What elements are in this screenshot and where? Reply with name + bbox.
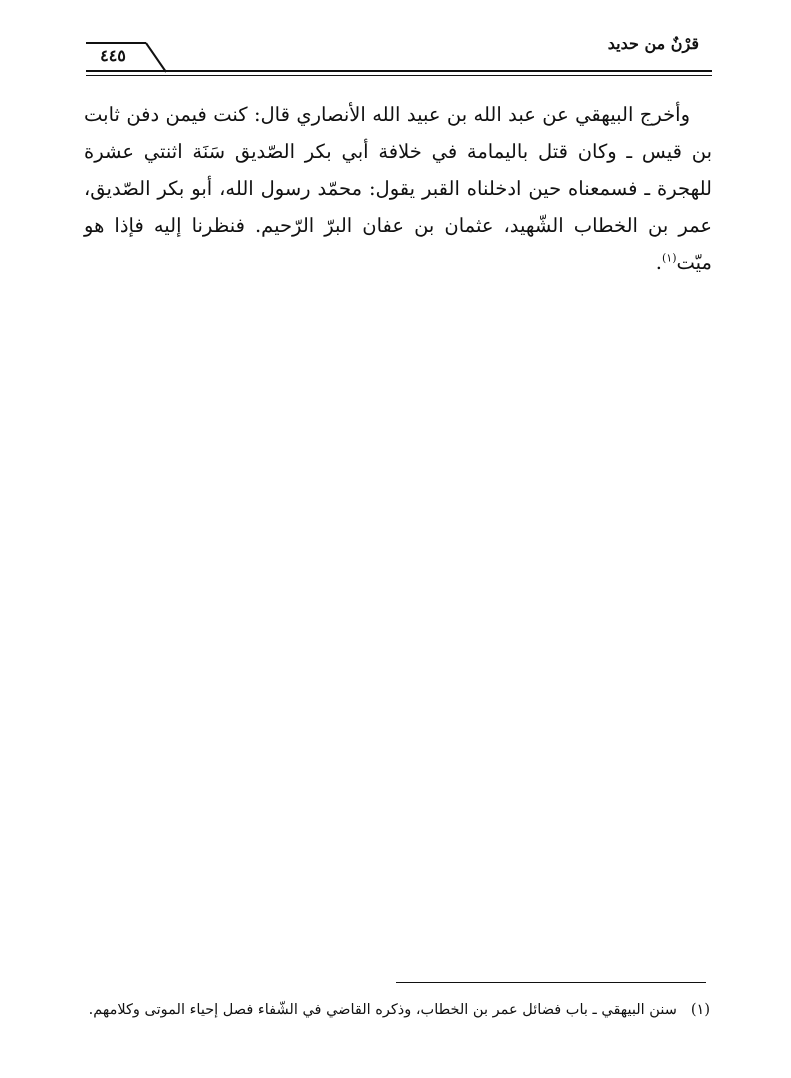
footnote-separator <box>396 982 706 983</box>
main-text <box>84 96 712 281</box>
header-title: قرْنٌ من حديد <box>607 34 699 53</box>
paragraph-text: وأخرج البيهقي عن عبد الله بن عبيد الله الأنصاري قال: كنت فيمن دفن ثابت بن قيس ـ وكان قتل باليمامة في خلافة أبي بكر الصّديق سَنَة اثنتي عشرة للهجرة ـ فسمعناه حين ادخلناه القبر يقول: محمّد رسول الله، أبو بكر الصّديق، عمر بن الخطاب الشّهيد، عثمان بن عفان البرّ الرّحيم. فنظرنا إليه فإذا هو ميّت <box>84 103 712 274</box>
paragraph-closing: . <box>655 251 662 274</box>
page-number: ٤٤٥ <box>100 46 126 65</box>
footnote <box>86 1000 710 1020</box>
footnote-mark: (١) <box>690 1002 710 1018</box>
header-rule-thick <box>86 70 712 72</box>
footnote-text: سنن البيهقي ـ باب فضائل عمر بن الخطاب، وذكره القاضي في الشّفاء فصل إحياء الموتى وكلامهم. <box>88 1002 677 1018</box>
footnote-reference: (١) <box>662 251 677 265</box>
header-rule-thin <box>86 75 712 76</box>
body-paragraph <box>84 96 712 281</box>
